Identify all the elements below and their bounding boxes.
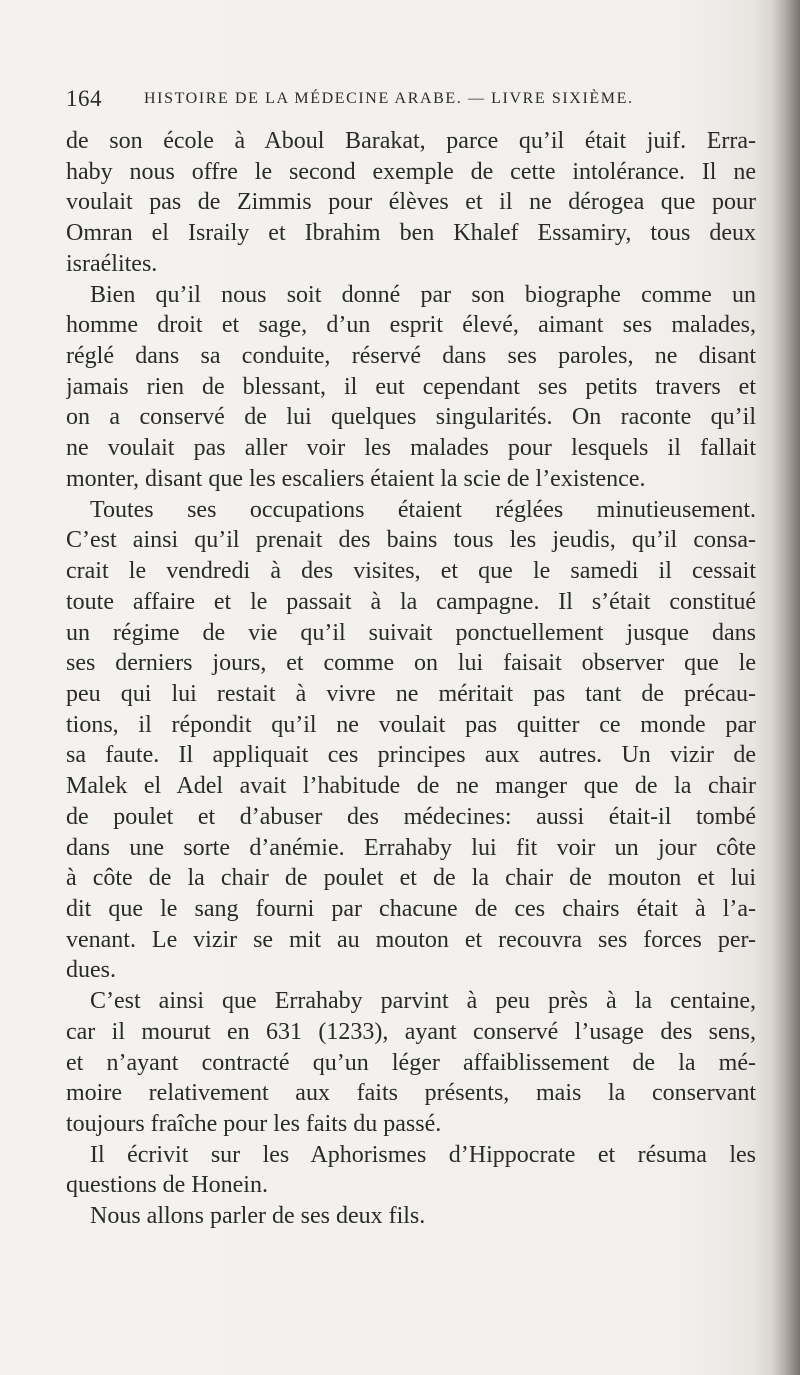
paragraph (66, 1140, 756, 1201)
text-line: C’est ainsi qu’il prenait des bains tous les jeudis, qu’il consa- (66, 527, 756, 554)
body-text (66, 126, 756, 1232)
text-line: Nous allons parler de ses deux fils. (90, 1203, 426, 1230)
text-line: dans une sorte d’anémie. Errahaby lui fit voir un jour côte (66, 834, 756, 861)
text-line: homme droit et sage, d’un esprit élevé, aimant ses malades, (66, 312, 756, 339)
text-line: crait le vendredi à des visites, et que le samedi il cessait (66, 558, 756, 585)
text-line: on a conservé de lui quelques singularités. On raconte qu’il (66, 404, 756, 431)
text-line: haby nous offre le second exemple de cette intolérance. Il ne (66, 158, 756, 185)
page-number: 164 (66, 86, 102, 111)
text-line: Toutes ses occupations étaient réglées minutieusement. (90, 496, 756, 523)
text-line: monter, disant que les escaliers étaient la scie de l’existence. (66, 465, 646, 492)
paragraph (66, 1201, 756, 1232)
text-line: Omran el Israily et Ibrahim ben Khalef Essamiry, tous deux (66, 220, 756, 247)
paragraph (66, 280, 756, 495)
text-line: moire relativement aux faits présents, mais la conservant (66, 1080, 756, 1107)
text-line: réglé dans sa conduite, réservé dans ses paroles, ne disant (66, 343, 756, 370)
text-line: car il mourut en 631 (1233), ayant conservé l’usage des sens, (66, 1018, 756, 1045)
paragraph (66, 495, 756, 987)
page-header (66, 86, 756, 112)
text-line: ne voulait pas aller voir les malades pour lesquels il fallait (66, 435, 756, 462)
text-line: jamais rien de blessant, il eut cependant ses petits travers et (66, 373, 756, 400)
text-line: peu qui lui restait à vivre ne méritait pas tant de précau- (66, 680, 756, 707)
text-line: tions, il répondit qu’il ne voulait pas quitter ce monde par (66, 711, 756, 738)
text-line: toujours fraîche pour les faits du passé. (66, 1111, 442, 1137)
text-line: sa faute. Il appliquait ces principes aux autres. Un vizir de (66, 742, 756, 769)
text-line: à côte de la chair de poulet et de la chair de mouton et lui (66, 865, 756, 892)
text-line: israélites. (66, 250, 158, 277)
text-line: dit que le sang fourni par chacune de ces chairs était à l’a- (66, 895, 756, 922)
text-line: questions de Honein. (66, 1172, 268, 1199)
text-line: de poulet et d’abuser des médecines: aussi était-il tombé (66, 803, 756, 830)
text-line: venant. Le vizir se mit au mouton et recouvra ses forces per- (66, 926, 756, 953)
text-line: Il écrivit sur les Aphorismes d’Hippocrate et résuma les (90, 1141, 756, 1168)
text-line: toute affaire et le passait à la campagne. Il s’était constitué (66, 588, 756, 615)
text-line: Malek el Adel avait l’habitude de ne manger que de la chair (66, 773, 756, 800)
text-line: dues. (66, 957, 116, 984)
paragraph (66, 126, 756, 280)
running-head: HISTOIRE DE LA MÉDECINE ARABE. — LIVRE SIXIÈME. (144, 90, 634, 107)
text-line: un régime de vie qu’il suivait ponctuellement jusque dans (66, 619, 756, 646)
text-line: de son école à Aboul Barakat, parce qu’il était juif. Erra- (66, 128, 756, 154)
page-edge-shadow (772, 0, 800, 1375)
text-line: ses derniers jours, et comme on lui faisait observer que le (66, 650, 756, 677)
text-line: Bien qu’il nous soit donné par son biographe comme un (90, 281, 756, 308)
text-line: C’est ainsi que Errahaby parvint à peu près à la centaine, (90, 988, 756, 1015)
text-line: voulait pas de Zimmis pour élèves et il ne dérogea que pour (66, 189, 756, 216)
text-line: et n’ayant contracté qu’un léger affaiblissement de la mé- (66, 1049, 756, 1076)
paragraph (66, 986, 756, 1140)
